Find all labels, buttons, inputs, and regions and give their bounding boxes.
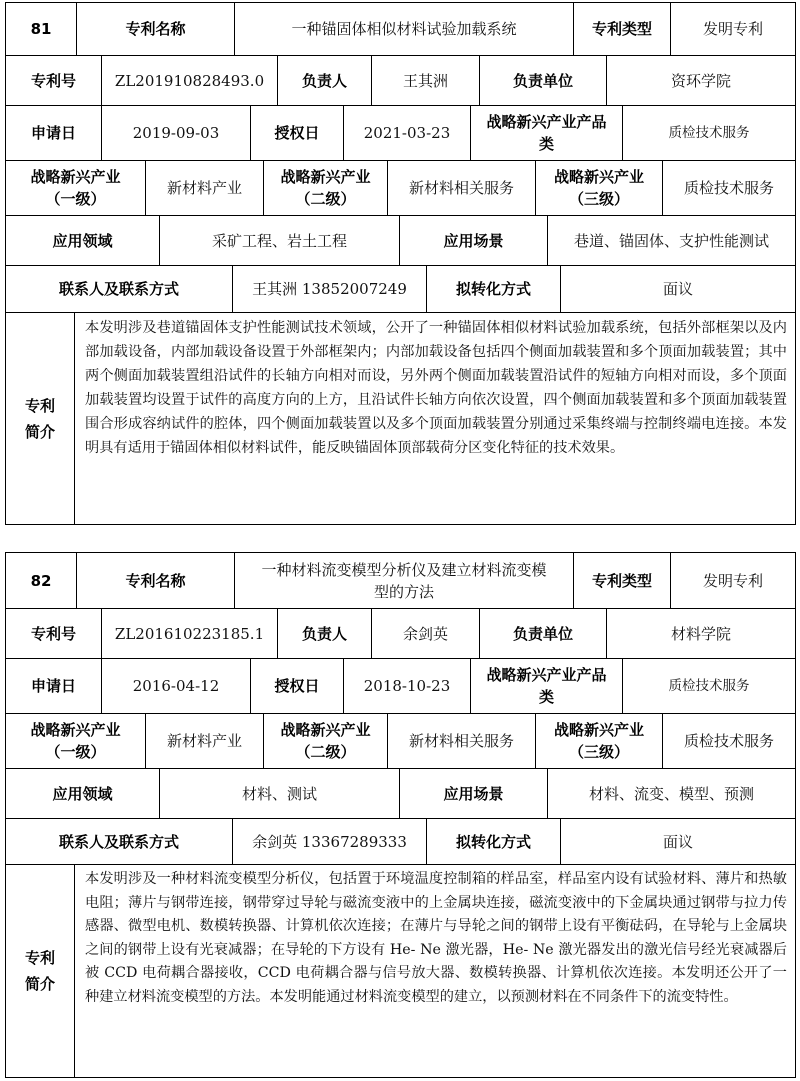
sei-level-row: [6, 714, 795, 769]
sei-level2-label-line1: 战略新兴产业: [280, 721, 371, 739]
summary-label: [6, 313, 75, 524]
sei-level3: 质检技术服务: [683, 732, 774, 750]
sei-level3-label-line2: （三级）: [568, 190, 629, 208]
owner: 王其洲: [372, 56, 480, 105]
unit-label: 负责单位: [480, 56, 607, 105]
contact-row: [6, 819, 795, 865]
patent-type: 发明专利: [702, 571, 763, 590]
sei-level3-label-line1: 战略新兴产业: [553, 721, 644, 739]
sei-level3-label-line2: （三级）: [568, 743, 629, 761]
grant-date: 2021-03-23: [344, 106, 471, 160]
summary-row: [6, 865, 795, 1077]
scene: 巷道、锚固体、支护性能测试: [573, 231, 769, 250]
unit: 材料学院: [670, 624, 731, 643]
sei-level2: 新材料相关服务: [388, 714, 536, 768]
summary-text: 本发明涉及巷道锚固体支护性能测试技术领域，公开了一种锚固体相似材料试验加载系统，包括外部框架以及内部加载设备，内部加载设备设置于外部框架内；内部加载设备包括四个侧面加载装置和多个顶面加载装置；其中两个侧面加载装置组沿试件的长轴方向相对而设，另外两个侧面加载装置沿试件的短轴方向相对而设，多个顶面加载装置均设置于试件的高度方向的上方，且沿试件长轴方向依次设置，四个侧面加载装置和多个顶面加载装置围合形成容纳试件的腔体，四个侧面加载装置以及多个顶面加载装置分别通过采集终端与控制终端电连接。本发明具有适用于锚固体相似材料试件，能反映锚固体顶部载荷分区变化特征的技术效果。: [85, 320, 787, 456]
sei-level3-label: [536, 161, 663, 215]
date-row: [6, 659, 795, 714]
grant-date-label: 授权日: [251, 106, 344, 160]
sei-level1-label: [6, 714, 146, 768]
sei-product-label: 战略新兴产业产品类: [471, 106, 623, 160]
application-row: [6, 216, 795, 266]
patent-name-label: 专利名称: [77, 3, 235, 55]
sei-level3: 质检技术服务: [683, 179, 774, 197]
sei-level3-label-line1: 战略新兴产业: [553, 168, 644, 186]
sei-level2-label-line2: （二级）: [295, 743, 356, 761]
sei-level2-label-line2: （二级）: [295, 190, 356, 208]
sei-level1-label-line1: 战略新兴产业: [30, 168, 121, 186]
summary-label-line1: 专利: [24, 949, 55, 967]
contact-row: [6, 266, 795, 313]
date-row: [6, 106, 795, 161]
field: 材料、测试: [160, 769, 400, 818]
sei-level1-label-line1: 战略新兴产业: [30, 721, 121, 739]
patent-type-label: 专利类型: [574, 3, 671, 55]
sei-level2-label: [264, 161, 388, 215]
number-row: [6, 56, 795, 106]
scene-label: 应用场景: [400, 216, 548, 265]
patent-name: 一种材料流变模型分析仪及建立材料流变模型的方法: [235, 553, 574, 608]
patent-name: 一种锚固体相似材料试验加载系统: [235, 3, 574, 55]
patent-index: 81: [6, 3, 77, 55]
sei-level3-label: [536, 714, 663, 768]
apply-date-label: 申请日: [6, 106, 102, 160]
field-label: 应用领域: [6, 216, 160, 265]
sei-level1-label-line2: （一级）: [45, 743, 106, 761]
summary-text: 本发明涉及一种材料流变模型分析仪，包括置于环境温度控制箱的样品室，样品室内设有试验材料、薄片和热敏电阻；薄片与钢带连接，钢带穿过导轮与磁流变液中的上金属块连接，磁流变液中的下金属块通过钢带与拉力传感器、微型电机、数模转换器、计算机依次连接；在薄片与导轮之间的钢带上设有平衡砝码，在导轮与上金属块之间的钢带上设有光衰减器；在导轮的下方设有 He- Ne 激光器，He- Ne 激光器发出的激光信号经光衰减器后被 CCD 电荷耦合器接收，CCD 电荷耦合器与信号放大器、数模转换器、计算机依次连接。本发明还公开了一种建立材料流变模型的方法。本发明能通过材料流变模型的建立，以预测材料在不同条件下的流变特性。: [85, 871, 787, 1005]
transfer: 面议: [662, 280, 693, 298]
transfer: 面议: [662, 832, 693, 851]
owner-label: 负责人: [278, 609, 372, 658]
name-row: [6, 553, 795, 609]
scene: 材料、流变、模型、预测: [588, 784, 754, 803]
name-row: [6, 3, 795, 56]
grant-date: 2018-10-23: [344, 659, 471, 713]
summary-label-line2: 简介: [24, 422, 55, 441]
patent-no: ZL201910828493.0: [102, 56, 278, 105]
sei-level-row: [6, 161, 795, 216]
sei-level1-label-line2: （一级）: [45, 190, 106, 208]
patent-no-label: 专利号: [6, 56, 102, 105]
application-row: [6, 769, 795, 819]
sei-level1: 新材料产业: [146, 161, 264, 215]
transfer-label: 拟转化方式: [427, 819, 561, 864]
patent-no: ZL201610223185.1: [102, 609, 278, 658]
patent-card-82: [5, 552, 796, 1078]
owner: 余剑英: [372, 609, 480, 658]
patent-type: 发明专利: [702, 20, 763, 38]
summary-label-line2: 简介: [24, 975, 55, 993]
contact-label: 联系人及联系方式: [6, 266, 233, 312]
contact: 王其洲 13852007249: [233, 266, 427, 312]
sei-product: 质检技术服务: [668, 678, 750, 694]
summary-row: [6, 313, 795, 524]
unit: 资环学院: [670, 71, 731, 90]
transfer-label: 拟转化方式: [427, 266, 561, 312]
scene-label: 应用场景: [400, 769, 548, 818]
sei-level2-label-line1: 战略新兴产业: [280, 168, 371, 186]
field-label: 应用领域: [6, 769, 160, 818]
patent-name-label: 专利名称: [77, 553, 235, 608]
contact-label: 联系人及联系方式: [6, 819, 233, 864]
patent-card-81: [5, 2, 796, 525]
sei-level2-label: [264, 714, 388, 768]
sei-product: 质检技术服务: [668, 125, 750, 141]
sei-level1-label: [6, 161, 146, 215]
sei-level2: 新材料相关服务: [388, 161, 536, 215]
summary-label: [6, 865, 75, 1077]
unit-label: 负责单位: [480, 609, 607, 658]
patent-index: 82: [6, 553, 77, 608]
sei-product-label: 战略新兴产业产品类: [471, 659, 623, 713]
patent-type-label: 专利类型: [574, 553, 671, 608]
patent-no-label: 专利号: [6, 609, 102, 658]
apply-date-label: 申请日: [6, 659, 102, 713]
owner-label: 负责人: [278, 56, 372, 105]
summary-label-line1: 专利: [24, 396, 55, 415]
apply-date: 2016-04-12: [102, 659, 251, 713]
sei-level1: 新材料产业: [146, 714, 264, 768]
number-row: [6, 609, 795, 659]
grant-date-label: 授权日: [251, 659, 344, 713]
apply-date: 2019-09-03: [102, 106, 251, 160]
field: 采矿工程、岩土工程: [160, 216, 400, 265]
contact: 余剑英 13367289333: [233, 819, 427, 864]
